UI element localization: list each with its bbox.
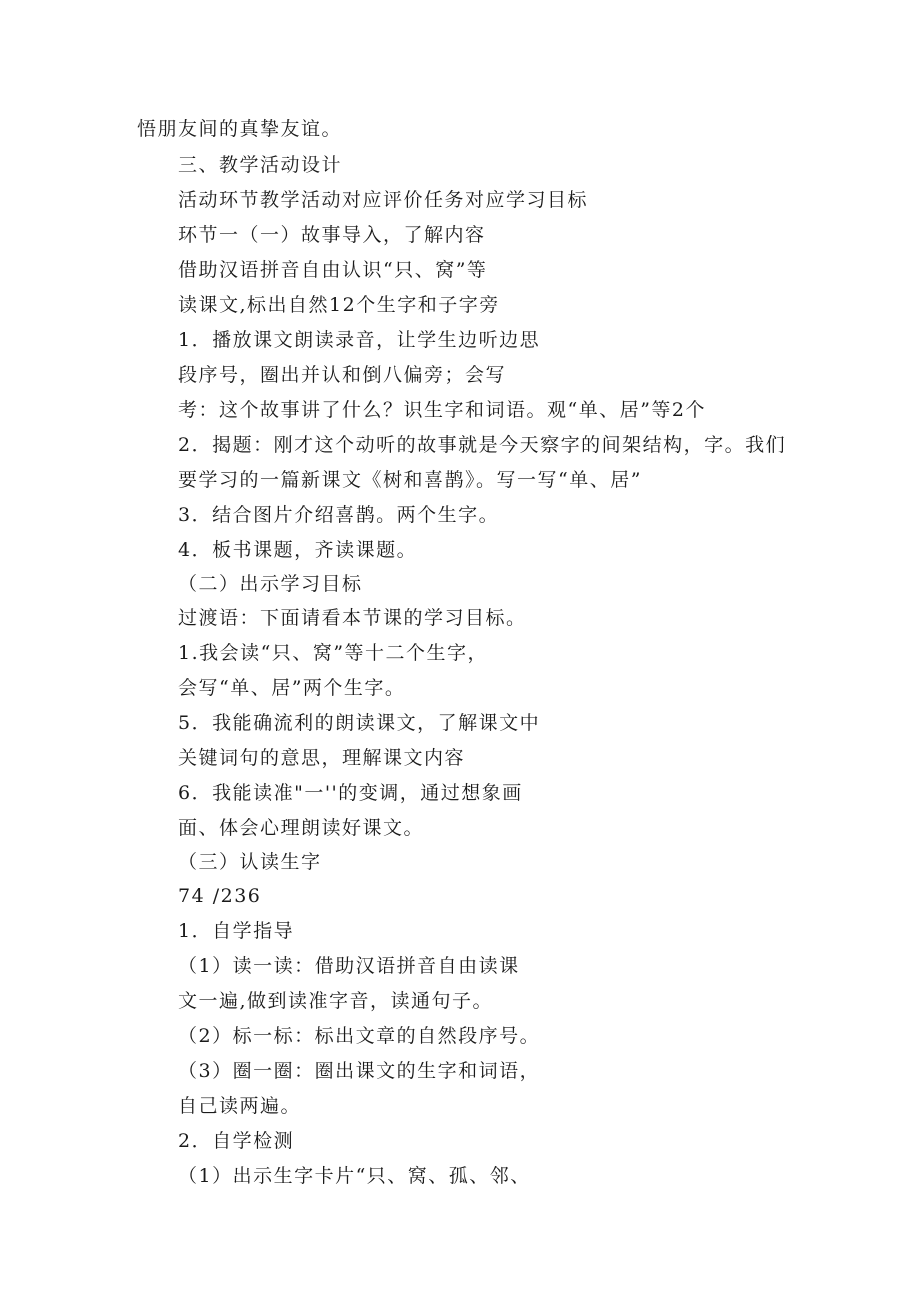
text-line-29: 自己读两遍。 — [178, 1095, 302, 1117]
table-header-line: 活动环节教学活动对应评价任务对应学习目标 — [178, 189, 589, 211]
text-line-28: （3）圈一圈：圈出课文的生字和词语， — [178, 1060, 541, 1082]
text-line-5: 借助汉语拼音自由认识“只、窝”等 — [178, 259, 488, 281]
text-line-24: 1．自学指导 — [178, 920, 295, 942]
text-line-8: 段序号，圈出并认和倒八偏旁；会写 — [178, 364, 507, 386]
text-line-19: 关键词句的意思，理解课文内容 — [178, 747, 466, 769]
text-line-10: 2．揭题：刚才这个动听的故事就是今天察字的间架结构，字。我们 — [178, 434, 787, 456]
page-number: 74 /236 — [178, 885, 262, 907]
text-line-17: 会写“单、居”两个生字。 — [178, 677, 406, 699]
text-line-25: （1）读一读：借助汉语拼音自由读课 — [178, 955, 520, 977]
text-line-7: 1．播放课文朗读录音，让学生边听边思 — [178, 329, 541, 351]
text-line-13: 4．板书课题，齐读课题。 — [178, 539, 418, 561]
text-line-27: （2）标一标：标出文章的自然段序号。 — [178, 1025, 541, 1047]
text-line-6: 读课文,标出自然12个生字和子字旁 — [178, 294, 500, 316]
subsection-heading-3: （三）认读生字 — [178, 851, 322, 873]
text-line-15: 过渡语：下面请看本节课的学习目标。 — [178, 607, 527, 629]
text-line-21: 面、体会心理朗读好课文。 — [178, 817, 425, 839]
text-line-4: 环节一（一）故事导入，了解内容 — [178, 224, 486, 246]
text-line-31: （1）出示生字卡片“只、窝、孤、邻、 — [178, 1165, 531, 1187]
text-line-26: 文一遍,做到读准字音，读通句子。 — [178, 990, 494, 1012]
text-line-18: 5．我能确流利的朗读课文，了解课文中 — [178, 712, 541, 734]
text-line-11: 要学习的一篇新课文《树和喜鹊》。写一写“单、居” — [178, 469, 642, 491]
text-line-16: 1.我会读“只、窝”等十二个生字， — [178, 642, 489, 664]
text-line-20: 6．我能读准"一''的变调，通过想象画 — [178, 782, 523, 804]
section-heading: 三、教学活动设计 — [178, 154, 343, 176]
text-line-12: 3．结合图片介绍喜鹊。两个生字。 — [178, 504, 500, 526]
text-line-30: 2．自学检测 — [178, 1130, 295, 1152]
text-line-1: 悟朋友间的真挚友谊。 — [137, 118, 343, 140]
text-line-9: 考：这个故事讲了什么？识生字和词语。观“单、居”等2个 — [178, 399, 707, 421]
subsection-heading-2: （二）出示学习目标 — [178, 573, 363, 595]
